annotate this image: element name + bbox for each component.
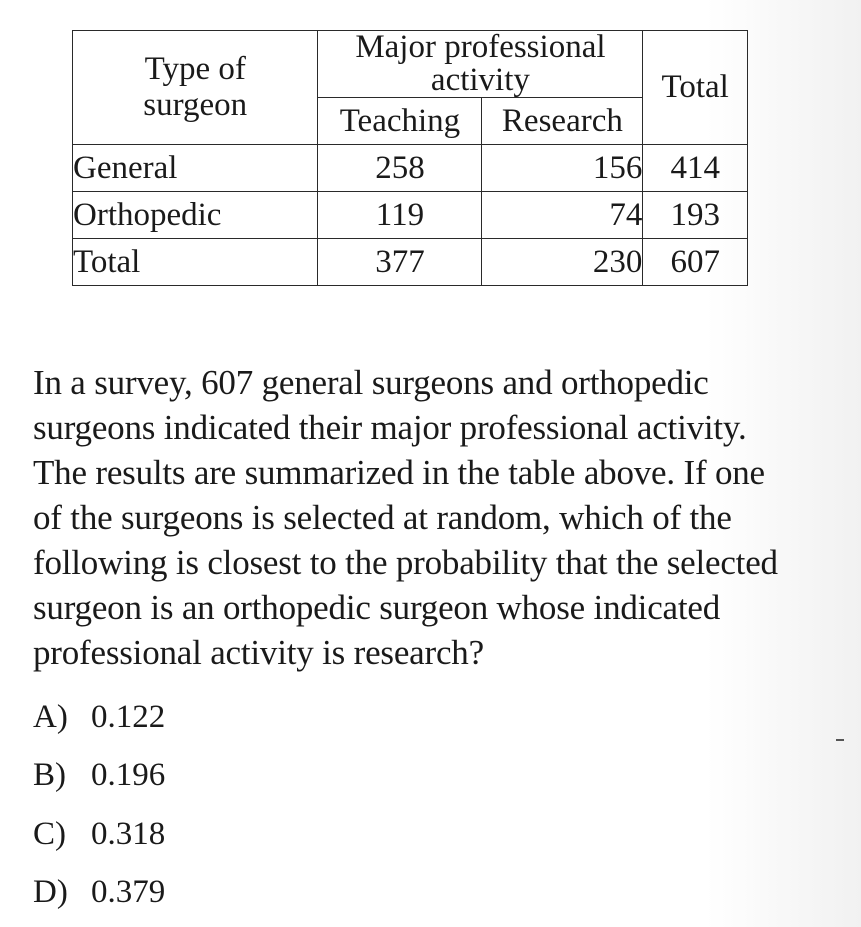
cell-orthopedic-total: 193 bbox=[643, 192, 748, 239]
header-research: Research bbox=[482, 98, 643, 145]
question-line: professional activity is research? bbox=[33, 633, 484, 672]
question-text bbox=[33, 360, 853, 675]
table-row bbox=[73, 192, 748, 239]
cell-orthopedic-teaching: 119 bbox=[318, 192, 482, 239]
choice-d[interactable] bbox=[33, 864, 165, 923]
choice-letter: C) bbox=[33, 815, 66, 852]
choice-value: 0.122 bbox=[91, 698, 166, 735]
question-line: of the surgeons is selected at random, which of the bbox=[33, 498, 732, 537]
choice-letter: A) bbox=[33, 698, 68, 735]
surgeon-activity-table bbox=[72, 30, 748, 286]
header-total: Total bbox=[643, 31, 748, 145]
cell-orthopedic-research: 74 bbox=[482, 192, 643, 239]
answer-choices bbox=[33, 688, 165, 922]
table-row bbox=[73, 239, 748, 286]
header-type-line2: surgeon bbox=[143, 86, 248, 123]
question-line: In a survey, 607 general surgeons and orthopedic bbox=[33, 363, 709, 402]
choice-a[interactable] bbox=[33, 688, 165, 747]
choice-letter: D) bbox=[33, 874, 68, 911]
header-type-line1: Type of bbox=[144, 50, 246, 87]
header-major-activity bbox=[318, 31, 643, 98]
choice-value: 0.318 bbox=[91, 815, 166, 852]
choice-value: 0.196 bbox=[91, 757, 166, 794]
cell-general-research: 156 bbox=[482, 145, 643, 192]
row-label-orthopedic: Orthopedic bbox=[73, 192, 318, 239]
choice-letter: B) bbox=[33, 757, 66, 794]
row-label-general: General bbox=[73, 145, 318, 192]
question-line: following is closest to the probability that the selected bbox=[33, 543, 778, 582]
choice-c[interactable] bbox=[33, 805, 165, 864]
header-teaching: Teaching bbox=[318, 98, 482, 145]
cell-total-total: 607 bbox=[643, 239, 748, 286]
question-line: surgeons indicated their major professional activity. bbox=[33, 408, 747, 447]
cell-total-research: 230 bbox=[482, 239, 643, 286]
scan-speck bbox=[836, 739, 844, 741]
table-row bbox=[73, 145, 748, 192]
table-header-row bbox=[73, 31, 748, 98]
cell-general-total: 414 bbox=[643, 145, 748, 192]
row-label-total: Total bbox=[73, 239, 318, 286]
cell-total-teaching: 377 bbox=[318, 239, 482, 286]
header-type-of-surgeon bbox=[73, 31, 318, 145]
choice-b[interactable] bbox=[33, 747, 165, 806]
cell-general-teaching: 258 bbox=[318, 145, 482, 192]
question-line: surgeon is an orthopedic surgeon whose indicated bbox=[33, 588, 721, 627]
question-line: The results are summarized in the table above. If one bbox=[33, 453, 765, 492]
header-major-line2: activity bbox=[430, 62, 530, 98]
choice-value: 0.379 bbox=[91, 874, 166, 911]
header-major-line1: Major professional bbox=[355, 29, 606, 65]
